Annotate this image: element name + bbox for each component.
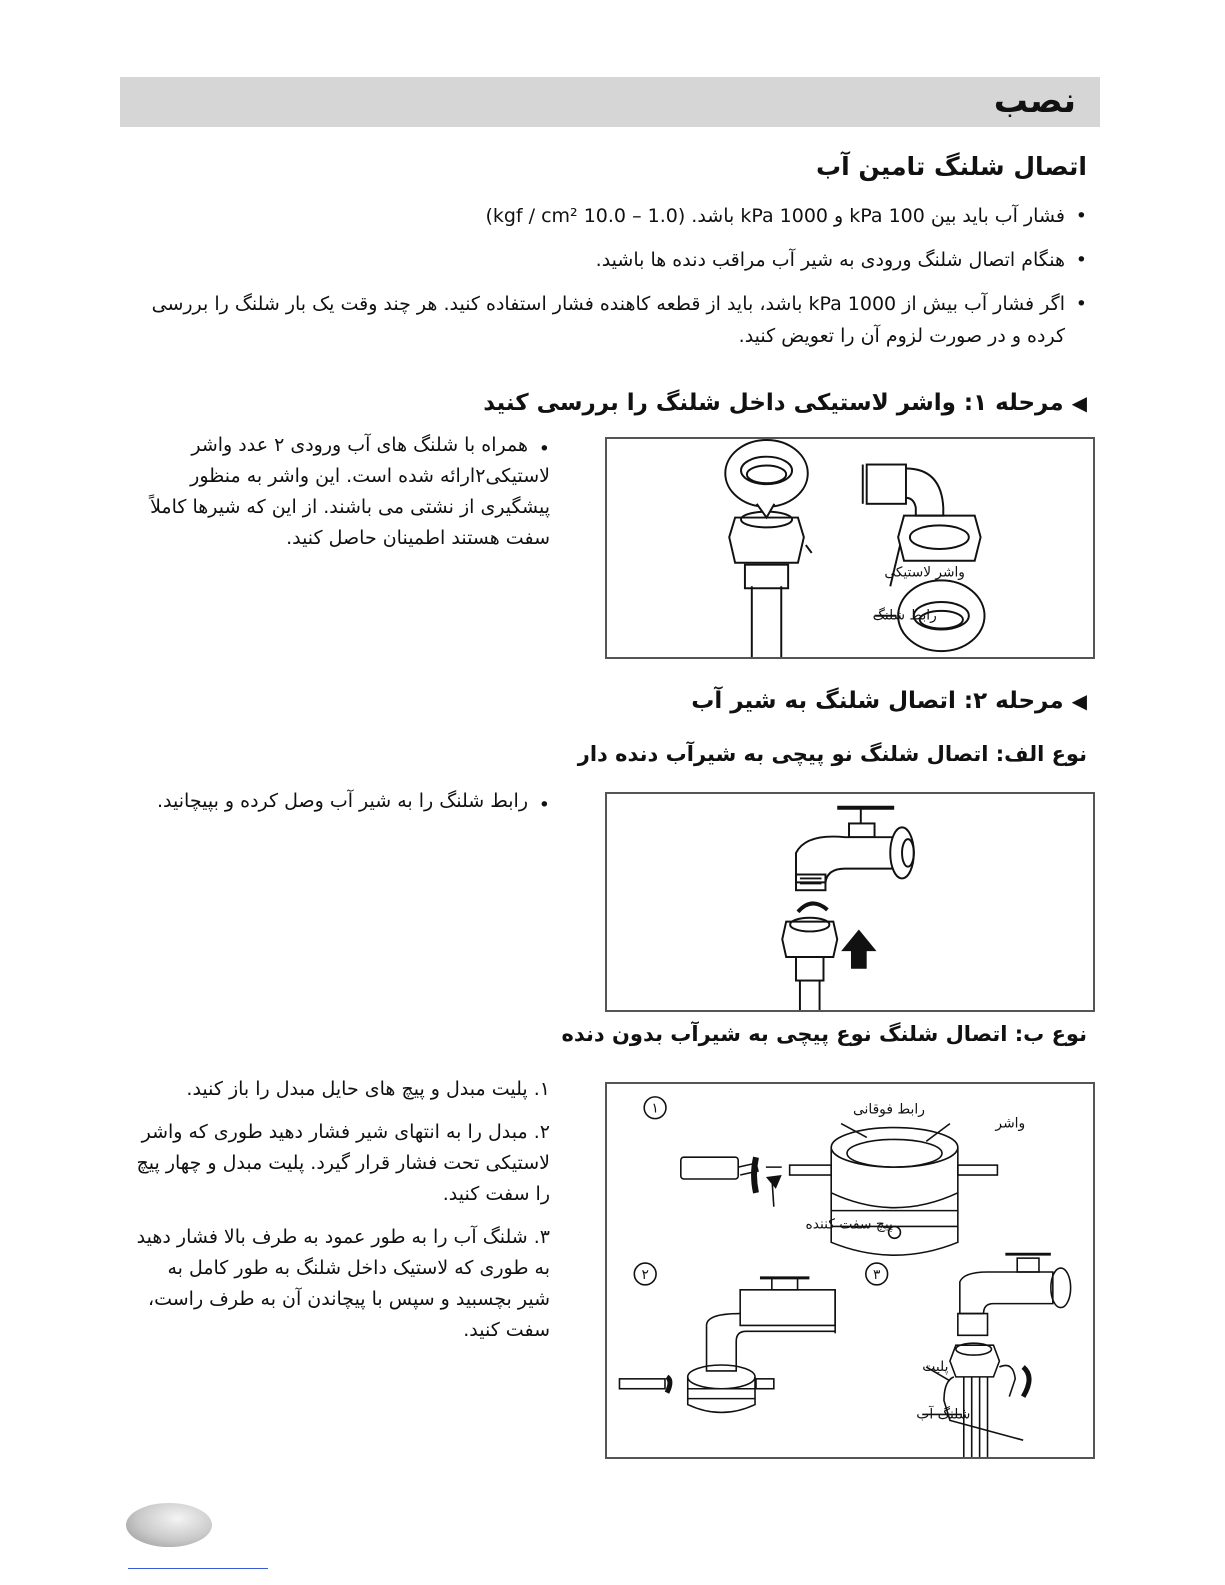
label-hose-connector: رابط شلنگ <box>872 607 937 624</box>
figure-non-threaded-tap <box>605 1082 1095 1459</box>
label-rubber-washer: واشر لاستیکی <box>884 564 965 581</box>
figure-threaded-tap <box>605 792 1095 1012</box>
intro-bullets <box>127 200 1087 364</box>
type-b-title: نوع ب: اتصال شلنگ نوع پیچی به شیرآب بدون دنده <box>561 1022 1087 1046</box>
type-b-step-1: ۱. پلیت مبدل و پیچ های حایل مبدل را باز کنید. <box>186 1078 550 1100</box>
bullet-reducer: • اگر فشار آب بیش از 1000 kPa باشد، باید از قطعه کاهنده فشار استفاده کنید. هر چند وقت یک بار شلنگ را بررسی کرده و در صورت لزوم آن را تعویض کنید. <box>127 288 1087 352</box>
label-upper-connector: رابط فوقانی <box>852 1101 925 1118</box>
triangle-icon: ◀ <box>1071 391 1087 415</box>
num-1: ۱ <box>651 1100 659 1117</box>
type-b-steps <box>130 1074 550 1358</box>
bullet-threads: • هنگام اتصال شلنگ ورودی به شیر آب مراقب دنده ها باشید. <box>127 244 1087 276</box>
footer-line <box>128 1568 268 1569</box>
label-washer: واشر <box>995 1115 1026 1132</box>
type-b-step-2: ۲. مبدل را به انتهای شیر فشار دهید طوری که واشر لاستیکی تحت فشار قرار گیرد. پلیت مبدل و چهار پیچ را سفت کنید. <box>136 1121 550 1205</box>
page-title: نصب <box>993 81 1076 121</box>
section-title: اتصال شلنگ تامین آب <box>815 152 1087 181</box>
num-3: ۳ <box>872 1266 881 1283</box>
header-bar <box>120 77 1100 127</box>
up-arrow-icon <box>841 929 876 968</box>
type-b-step-3: ۳. شلنگ آب را به طور عمود به طرف بالا فشار دهید به طوری که لاستیک داخل شلنگ به طور کامل به شیر بچسبید و سپس با پیچاندن آن به طرف راست، سفت کنید. <box>136 1226 550 1341</box>
type-a-title: نوع الف: اتصال شلنگ نو پیچی به شیرآب دنده دار <box>577 742 1087 766</box>
step1-text: • همراه با شلنگ های آب ورودی ۲ عدد واشر لاستیکی۲ارائه شده است. این واشر به منظور پیشگیری از نشتی می باشند. از این که شیرها کاملاً سفت هستند اطمینان حاصل کنید. <box>130 430 550 554</box>
label-plate: پلیت <box>922 1358 949 1375</box>
bullet-pressure: • فشار آب باید بین 100 kPa و 1000 kPa باشد. (1.0 – 10.0 kgf / cm²) <box>127 200 1087 232</box>
triangle-icon: ◀ <box>1071 689 1087 713</box>
figure-rubber-washer <box>605 437 1095 659</box>
type-a-text: • رابط شلنگ را به شیر آب وصل کرده و بپیچانید. <box>130 786 550 817</box>
step2-title: ◀مرحله ۲: اتصال شلنگ به شیر آب <box>691 688 1087 714</box>
label-tightening-screw: پیچ سفت کننده <box>805 1216 893 1233</box>
step1-title: ◀مرحله ۱: واشر لاستیکی داخل شلنگ را بررسی کنید <box>483 390 1087 416</box>
label-water-hose: شلنگ آب <box>916 1406 971 1423</box>
page-number-oval <box>126 1503 212 1547</box>
num-2: ۲ <box>641 1266 649 1283</box>
